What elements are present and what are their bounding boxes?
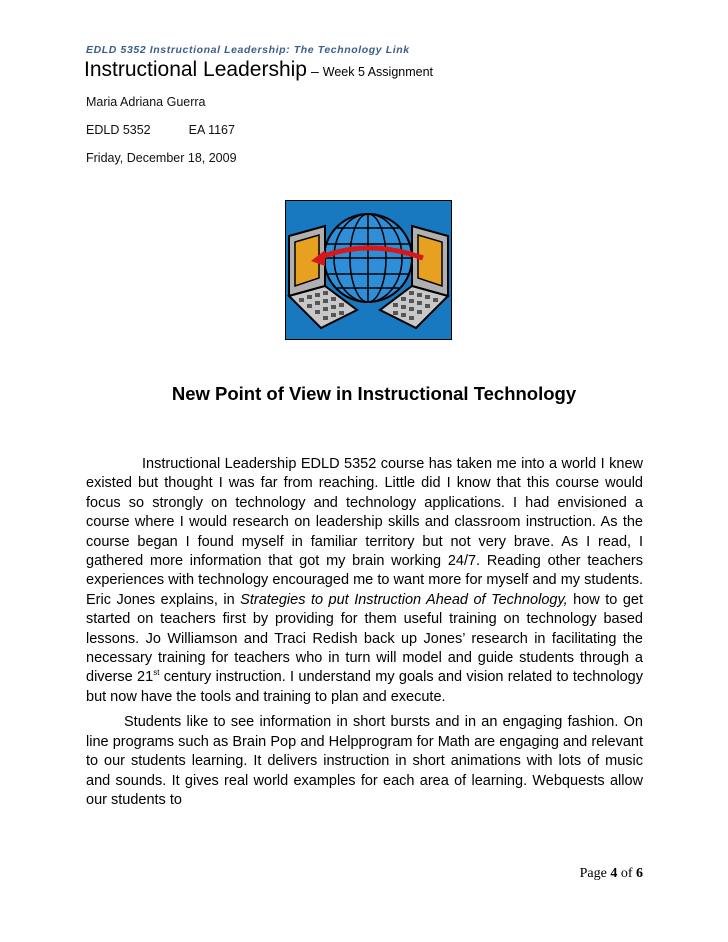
document-date: Friday, December 18, 2009	[86, 151, 237, 165]
title-separator: –	[310, 63, 319, 79]
page-number: Page 4 of 6	[579, 866, 643, 881]
course-kicker: EDLD 5352 Instructional Leadership: The Technology Link	[86, 44, 410, 56]
globe-icon	[324, 214, 412, 302]
total-pages: 6	[636, 866, 643, 881]
course-section: EA 1167	[188, 123, 235, 137]
document-title: Instructional Leadership	[84, 58, 307, 81]
assignment-subtitle: Week 5 Assignment	[322, 65, 434, 79]
book-title: Strategies to put Instruction Ahead of Technology,	[240, 591, 568, 608]
paragraph-1: Instructional Leadership EDLD 5352 course has taken me into a world I knew existed but thought I was far from reaching. Little did I know that this course would focus so strongly on technology and technology applications. I had envisioned a course where I would research on leadership skills and classroom instruction. As the course began I found myself in familiar territory but not very brave. As I read, I gathered more information that got my brain working 24/7. Reading other teachers experiences with technology encouraged me to want more for myself and my students. Eric Jones explains, in Strategies to put Instruction Ahead of Technology, how to get started on teachers first by providing for them useful training on technology based lessons. Jo Williamson and Traci Redish back up Jones’ research in facilitating the necessary training for teachers who in turn will model and guide students through a diverse 21st century instruction. I understand my goals and vision related to technology but now have the tools and training to plan and execute.	[86, 456, 644, 705]
course-code: EDLD 5352	[86, 123, 151, 137]
course-line	[86, 123, 235, 137]
article-title: New Point of View in Instructional Technology	[171, 383, 577, 404]
article-body	[86, 455, 643, 810]
computers-networked-globe-icon	[285, 200, 452, 340]
computers-globe-illustration	[285, 200, 452, 340]
document-title-line	[84, 58, 433, 82]
author-name: Maria Adriana Guerra	[86, 95, 206, 109]
current-page: 4	[610, 866, 618, 881]
ordinal-suffix: st	[153, 668, 160, 678]
paragraph-2: Students like to see information in short bursts and in an engaging fashion. On line programs such as Brain Pop and Helpprogram for Math are engaging and relevant to our students learning. It delivers instruction in short animations with lots of music and sounds. It gives real world examples for each area of learning. Webquests allow our students to	[86, 714, 643, 808]
